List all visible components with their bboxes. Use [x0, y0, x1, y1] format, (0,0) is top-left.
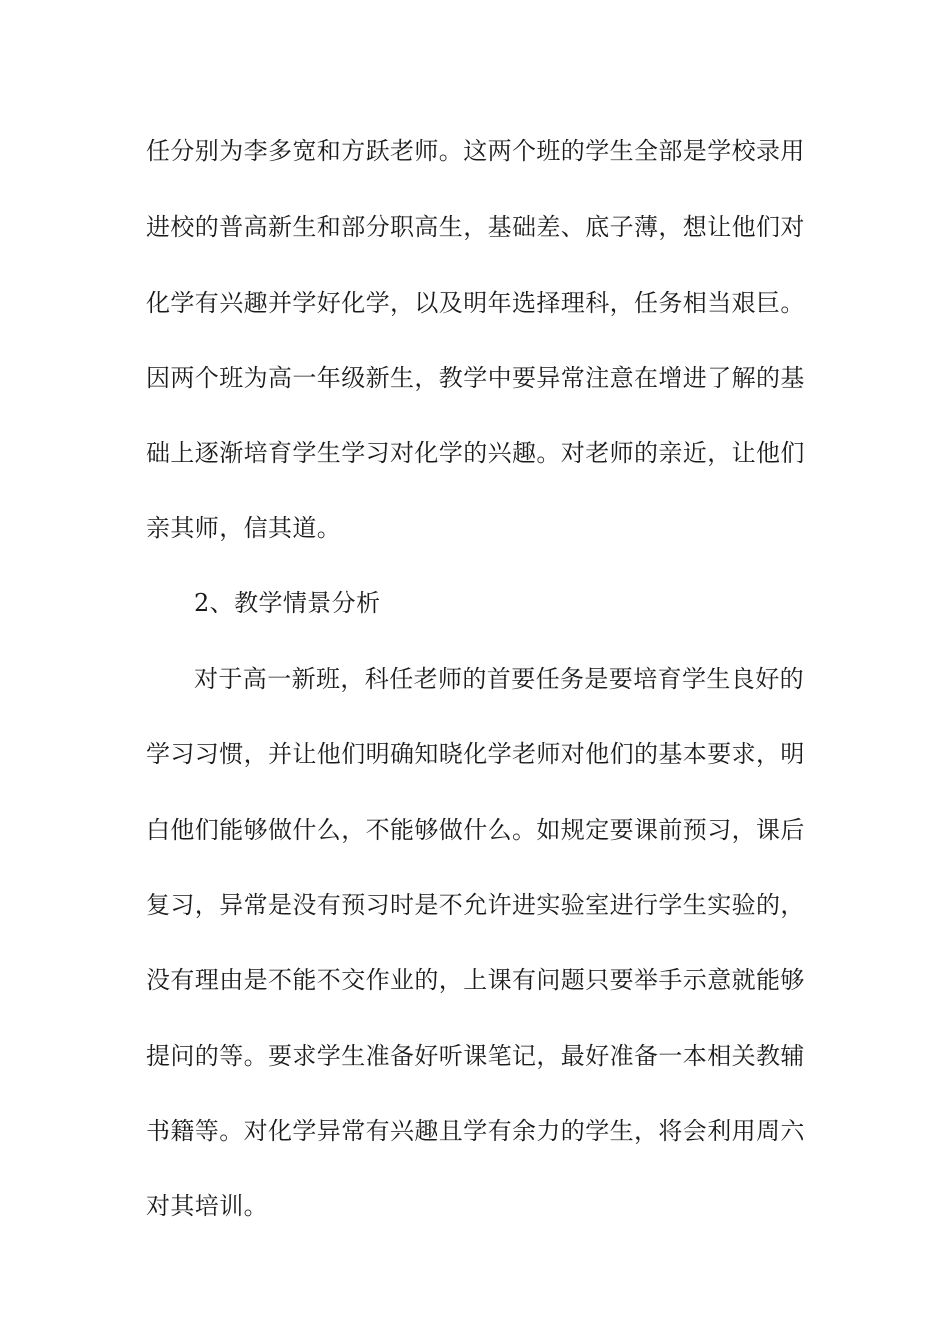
paragraph-line: 白他们能够做什么，不能够做什么。如规定要课前预习，课后 [146, 816, 805, 844]
paragraph-line: 因两个班为高一年级新生，教学中要异常注意在增进了解的基 [146, 364, 805, 392]
paragraph-line: 没有理由是不能不交作业的，上课有问题只要举手示意就能够 [146, 966, 805, 994]
paragraph-line: 对其培训。 [146, 1192, 268, 1220]
paragraph-line: 学习习惯，并让他们明确知晓化学老师对他们的基本要求，明 [146, 740, 805, 768]
paragraph-line: 复习，异常是没有预习时是不允许进实验室进行学生实验的， [146, 891, 805, 919]
section-heading: 2、教学情景分析 [194, 589, 381, 617]
paragraph-line: 亲其师，信其道。 [146, 514, 342, 542]
paragraph-line: 提问的等。要求学生准备好听课笔记，最好准备一本相关教辅 [146, 1042, 805, 1070]
paragraph-line: 进校的普高新生和部分职高生，基础差、底子薄，想让他们对 [146, 213, 805, 241]
paragraph-line: 书籍等。对化学异常有兴趣且学有余力的学生，将会利用周六 [146, 1117, 805, 1145]
paragraph-line: 化学有兴趣并学好化学，以及明年选择理科，任务相当艰巨。 [146, 289, 805, 317]
paragraph-line: 任分别为李多宽和方跃老师。这两个班的学生全部是学校录用 [146, 137, 805, 165]
paragraph-line: 础上逐渐培育学生学习对化学的兴趣。对老师的亲近，让他们 [146, 439, 805, 467]
paragraph-line: 对于高一新班，科任老师的首要任务是要培育学生良好的 [194, 665, 804, 693]
